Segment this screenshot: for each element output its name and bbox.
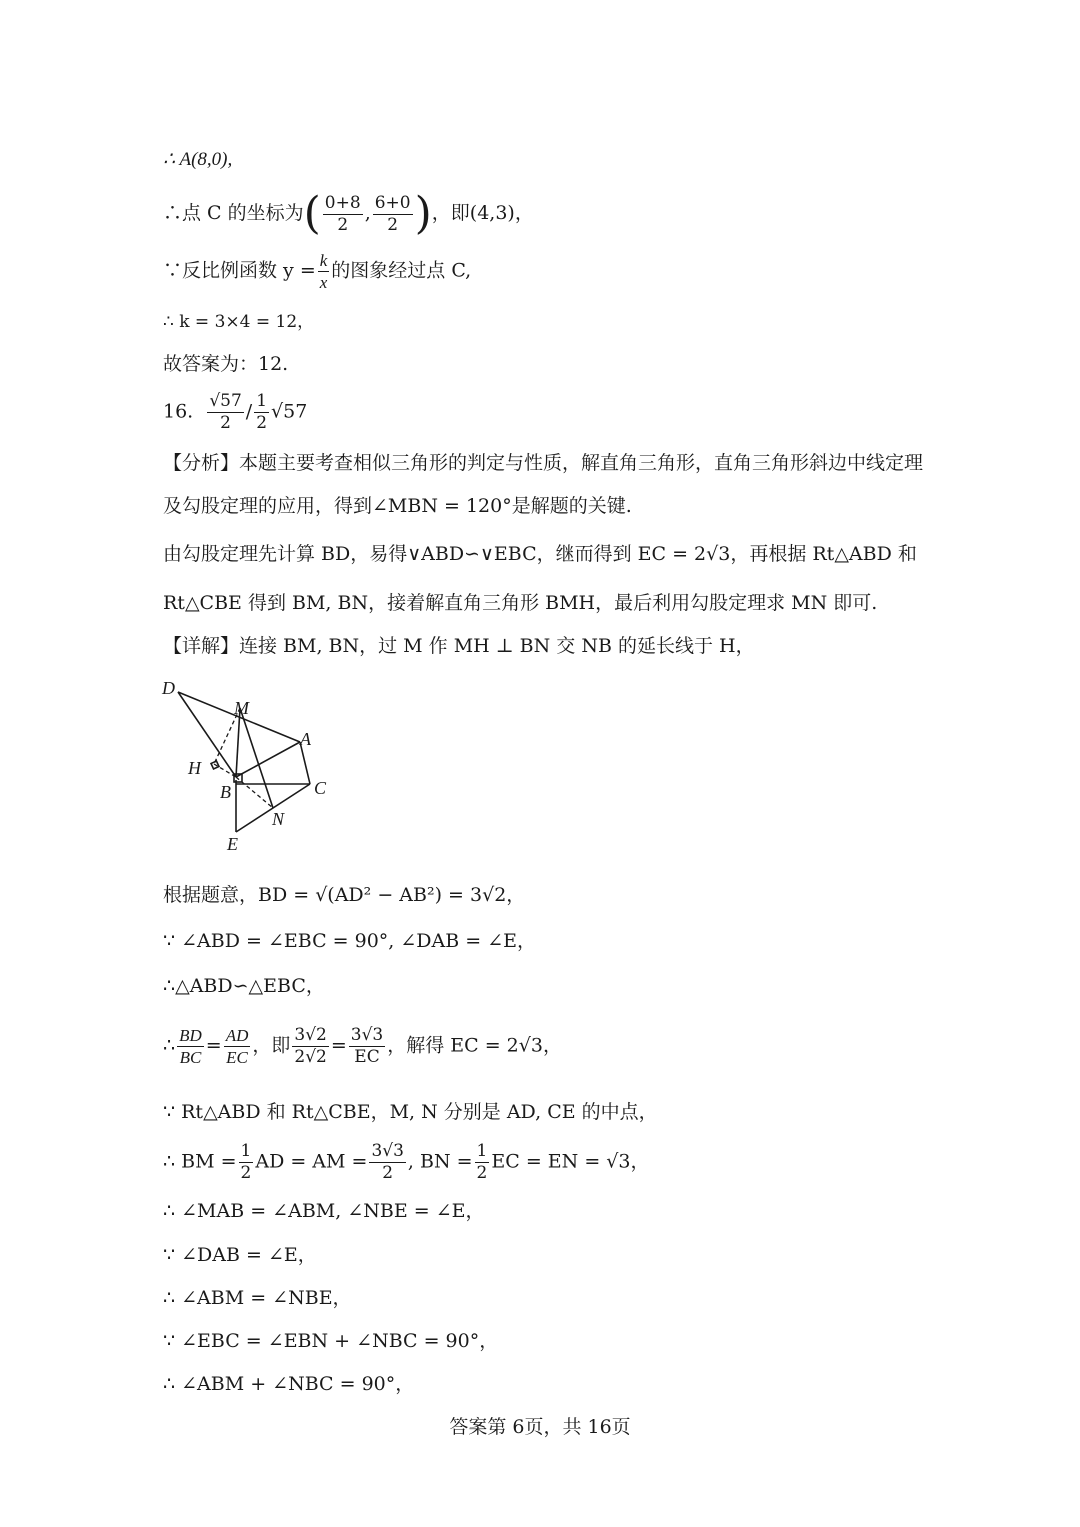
detail-line: 【详解】连接 BM, BN，过 M 作 MH ⊥ BN 交 NB 的延长线于 H，: [163, 635, 755, 657]
step-angle-ebc: ∵ ∠EBC = ∠EBN + ∠NBC = 90°，: [163, 1330, 499, 1352]
label-C: C: [314, 778, 327, 798]
step-bd-length: 根据题意，BD = √(AD² − AB²) = 3√2，: [163, 884, 526, 906]
line-k-value: ∴ k = 3×4 = 12，: [163, 312, 315, 332]
dashed-HB: [214, 764, 236, 777]
line-point-c: ∴点 C 的坐标为( $\frac{0+8}{2}$ , $\frac{6+0}{2}$ )，即(4,3)，: [163, 188, 534, 239]
segment-BA: [236, 742, 300, 777]
fraction-x: $\frac{0+8}{2}$: [324, 192, 361, 235]
segment-MB: [236, 708, 240, 777]
label-M: M: [234, 698, 249, 718]
step-midpoints: ∵ Rt△ABD 和 Rt△CBE，M, N 分别是 AD, CE 的中点，: [163, 1101, 658, 1123]
question-16-answer: 16. $\frac{√57}{2}$ / $\frac{1}{2}$ √57: [163, 391, 308, 433]
step-similar-triangles: ∴△ABD∽△EBC，: [163, 975, 325, 997]
label-E: E: [227, 834, 238, 854]
analysis-line-4: Rt△CBE 得到 BM, BN，接着解直角三角形 BMH，最后利用勾股定理求 MN 即可.: [163, 592, 878, 614]
line-point-a: ∴ A(8,0),: [163, 149, 233, 170]
step-angles-equal: ∵ ∠ABD = ∠EBC = 90°, ∠DAB = ∠E，: [163, 930, 536, 952]
step-angle-mab: ∴ ∠MAB = ∠ABM, ∠NBE = ∠E，: [163, 1200, 485, 1222]
line-inverse-function: ∵反比例函数 y = $\frac{k}{x}$ 的图象经过点 C,: [163, 251, 472, 292]
analysis-line-1: 【分析】本题主要考查相似三角形的判定与性质，解直角三角形，直角三角形斜边中线定理: [163, 452, 924, 474]
fraction-y: $\frac{6+0}{2}$: [374, 192, 411, 235]
step-ratio: ∴ $\frac{BD}{BC}$ = $\frac{AD}{EC}$ ，即 $\frac{3√2}{2√2}$ = $\frac{3√3}{EC}$ ，解得 EC = 2√3，: [163, 1025, 562, 1067]
page-footer: 答案第 6页，共 16页: [449, 1416, 631, 1438]
label-B: B: [220, 782, 231, 802]
analysis-line-2: 及勾股定理的应用，得到∠MBN = 120°是解题的关键.: [163, 495, 632, 517]
line-answer-12: 故答案为：12.: [163, 353, 289, 375]
step-angle-sum: ∴ ∠ABM + ∠NBC = 90°，: [163, 1373, 415, 1395]
label-A: A: [300, 729, 311, 749]
step-bm-bn: ∴ BM = $\frac{1}{2}$ AD = AM = $\frac{3√3}{2}$ , BN = $\frac{1}{2}$ EC = EN = √3，: [163, 1141, 650, 1183]
label-D: D: [162, 678, 175, 698]
fraction-sqrt57-over-2: $\frac{√57}{2}$: [209, 391, 242, 433]
step-angle-abm: ∴ ∠ABM = ∠NBE，: [163, 1287, 352, 1309]
analysis-line-3: 由勾股定理先计算 BD，易得∨ABD∽∨EBC，继而得到 EC = 2√3，再根据 Rt△ABD 和: [163, 543, 917, 565]
fraction-half: $\frac{1}{2}$: [256, 391, 268, 433]
segment-MN: [240, 708, 273, 808]
label-N: N: [272, 809, 285, 829]
geometry-figure: [150, 672, 350, 862]
label-H: H: [188, 758, 201, 778]
step-angle-dab: ∵ ∠DAB = ∠E，: [163, 1244, 317, 1266]
fraction-k-over-x: $\frac{k}{x}$: [319, 251, 328, 292]
